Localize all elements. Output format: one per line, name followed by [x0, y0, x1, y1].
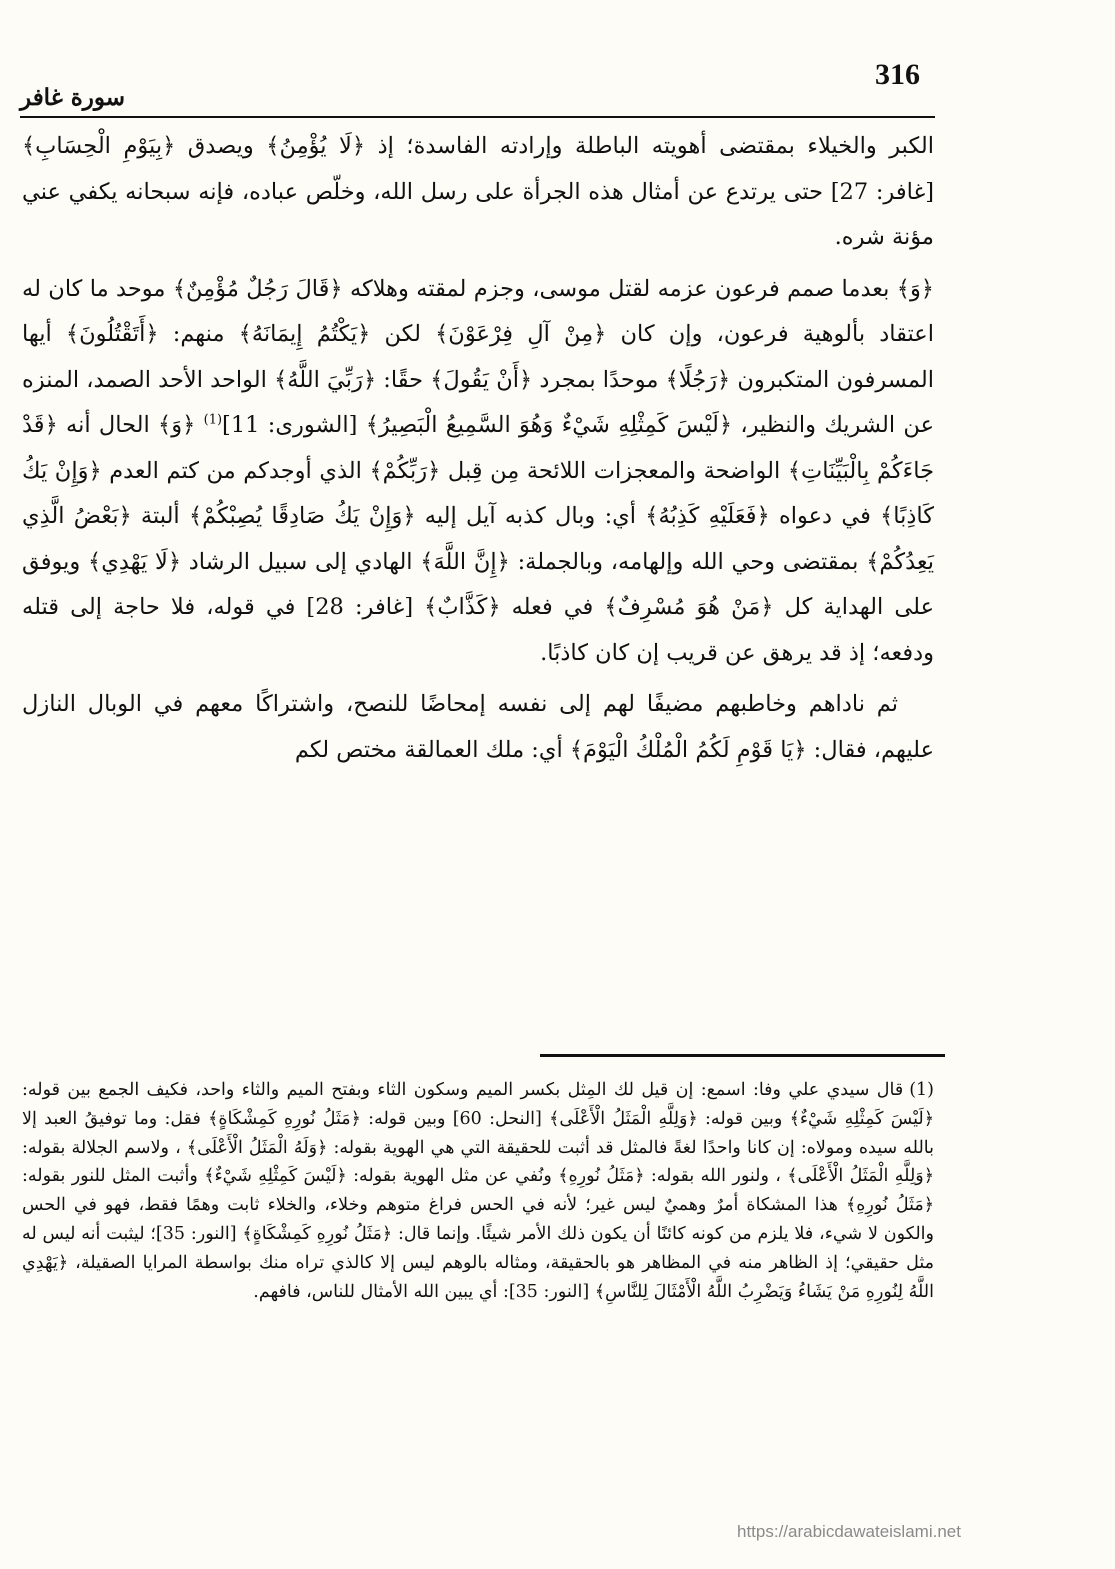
paragraph-1: الكبر والخيلاء بمقتضى أهويته الباطلة وإرادته الفاسدة؛ إذ ﴿لَا يُؤْمِنُ﴾ ويصدق ﴿بِيَوْمِ الْحِسَابِ﴾ [غافر: 27] حتى يرتدع عن أمثال هذه الجرأة على رسل الله، وخلّص عباده، فإنه سبحانه يكفي عني مؤنة شره.	[22, 133, 934, 250]
paragraph-2-part-2: ﴿وَ﴾ الحال أنه ﴿قَدْ جَاءَكُمْ بِالْبَيِّنَاتِ﴾ الواضحة والمعجزات اللائحة مِن قِبل ﴿رَبِّكُمْ﴾ الذي أوجدكم من كتم العدم ﴿وَإِنْ يَكُ كَاذِبًا﴾ في دعواه ﴿فَعَلَيْهِ كَذِبُهُ﴾ أي: وبال كذبه آيل إليه ﴿وَإِنْ يَكُ صَادِقًا يُصِبْكُمْ﴾ ألبتة ﴿بَعْضُ الَّذِي يَعِدُكُمْ﴾ بمقتضى وحي الله وإلهامه، وبالجملة: ﴿إِنَّ اللَّهَ﴾ الهادي إلى سبيل الرشاد ﴿لَا يَهْدِي﴾ ويوفق على الهداية كل ﴿مَنْ هُوَ مُسْرِفٌ﴾ في فعله ﴿كَذَّابٌ﴾ [غافر: 28] في قوله، فلا حاجة إلى قتله ودفعه؛ إذ قد يرهق عن قريب إن كان كاذبًا.	[22, 412, 934, 666]
footnotes	[22, 1076, 934, 1306]
header-rule	[20, 116, 935, 118]
paragraph-2-part-1: ﴿وَ﴾ بعدما صمم فرعون عزمه لقتل موسى، وجزم لمقته وهلاكه ﴿قَالَ رَجُلٌ مُؤْمِنٌ﴾ موحد ما كان له اعتقاد بألوهية فرعون، وإن كان ﴿مِنْ آلِ فِرْعَوْنَ﴾ لكن ﴿يَكْتُمُ إِيمَانَهُ﴾ منهم: ﴿أَتَقْتُلُونَ﴾ أيها المسرفون المتكبرون ﴿رَجُلًا﴾ موحدًا بمجرد ﴿أَنْ يَقُولَ﴾ حقًا: ﴿رَبِّيَ اللَّهُ﴾ الواحد الأحد الصمد، المنزه عن الشريك والنظير، ﴿لَيْسَ كَمِثْلِهِ شَيْءٌ وَهُوَ السَّمِيعُ الْبَصِيرُ﴾ [الشورى: 11]	[22, 275, 934, 438]
surah-title: سورة غافر	[20, 84, 126, 111]
footnote-text: قال سيدي علي وفا: اسمع: إن قيل لك المِثل بكسر الميم وسكون الثاء وبفتح الميم والثاء واحد، فكيف الجمع بين قوله: ﴿لَيْسَ كَمِثْلِهِ شَيْءٌ﴾ وبين قوله: ﴿وَلِلَّهِ الْمَثَلُ الْأَعْلَى﴾ [النحل: 60] وبين قوله: ﴿مَثَلُ نُورِهِ كَمِشْكَاةٍ﴾ فقل: وما توفيقُ العبد إلا بالله سيده ومولاه: إن كانا واحدًا لغةً فالمثل قد أثبت للحقيقة التي هي الهوية بقوله: ﴿وَلَهُ الْمَثَلُ الْأَعْلَى﴾ ، ولاسم الجلالة بقوله: ﴿وَلِلَّهِ الْمَثَلُ الْأَعْلَى﴾ ، ولنور الله بقوله: ﴿مَثَلُ نُورِهِ﴾ ونُفي عن مثل الهوية بقوله: ﴿لَيْسَ كَمِثْلِهِ شَيْءٌ﴾ وأثبت المثل للنور بقوله: ﴿مَثَلُ نُورِهِ﴾ هذا المشكاة أمرٌ وهميٌ ليس غير؛ لأنه في الحس فراغ متوهم وخلاء، والخلاء ثابت وهمًا فقط، فهو في الحس والكون لا شيء، فلا يلزم من كونه كائنًا أن يكون ذلك الأمر شيئًا. وإنما قال: ﴿مَثَلُ نُورِهِ كَمِشْكَاةٍ﴾ [النور: 35]؛ ليثبت أنه ليس له مثل حقيقي؛ إذ الظاهر منه في المظاهر هو بالحقيقة، ومثاله بالوهم ليس إلا كالذي تراه منك بواسطة المرايا الصقيلة، ﴿يَهْدِي اللَّهُ لِنُورِهِ مَنْ يَشَاءُ وَيَضْرِبُ اللَّهُ الْأَمْثَالَ لِلنَّاسِ﴾ [النور: 35]: أي يبين الله الأمثال للناس، فافهم.	[22, 1080, 934, 1302]
watermark-url: https://arabicdawateislami.net	[737, 1522, 961, 1541]
main-text	[22, 124, 934, 773]
footnote-marker: (1)	[909, 1080, 934, 1100]
paragraph-3: ثم ناداهم وخاطبهم مضيفًا لهم إلى نفسه إمحاضًا للنصح، واشتراكًا معهم في الوبال النازل عليهم، فقال: ﴿يَا قَوْمِ لَكُمُ الْمُلْكُ الْيَوْمَ﴾ أي: ملك العمالقة مختص لكم	[22, 691, 934, 763]
footnote-reference[interactable]: (1)	[203, 412, 223, 428]
page-number: 316	[875, 58, 920, 91]
paragraph-2	[22, 267, 934, 677]
footnote-1	[22, 1076, 934, 1306]
footnote-separator	[540, 1054, 945, 1057]
